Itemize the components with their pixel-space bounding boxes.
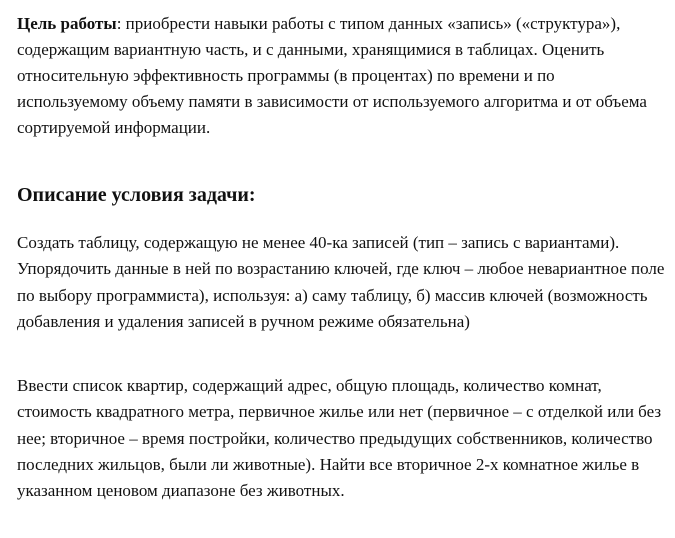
task-paragraph-table: Создать таблицу, содержащую не менее 40-ка записей (тип – запись с вариантами). Упорядочить данные в ней по возрастанию ключей, где ключ – любое невариантное поле по выбору программиста), используя: а) саму таблицу, б) массив ключей (возможность добавления и удаления записей в ручном режиме обязательна) [17,233,665,331]
section-heading: Описание условия задачи: [17,184,256,206]
task-paragraph-apartments: Ввести список квартир, содержащий адрес, общую площадь, количество комнат, стоимость квадратного метра, первичное жилье или нет (первичное – с отделкой или без нее; вторичное – время постройки, количество предыдущих собственников, количество последних жильцов, были ли животные). Найти все вторичное 2-х комнатное жилье в указанном ценовом диапазоне без животных. [17,376,662,501]
goal-text: : приобрести навыки работы с типом данных «запись» («структура»), содержащим вариантную часть, и с данными, хранящимися в таблицах. Оценить относительную эффективность программы (в процентах) по времени и по используемому объему памяти в зависимости от используемого алгоритма и от объема сортируемой информации. [17,14,647,137]
goal-label: Цель работы [17,14,117,33]
goal-paragraph [17,11,665,141]
